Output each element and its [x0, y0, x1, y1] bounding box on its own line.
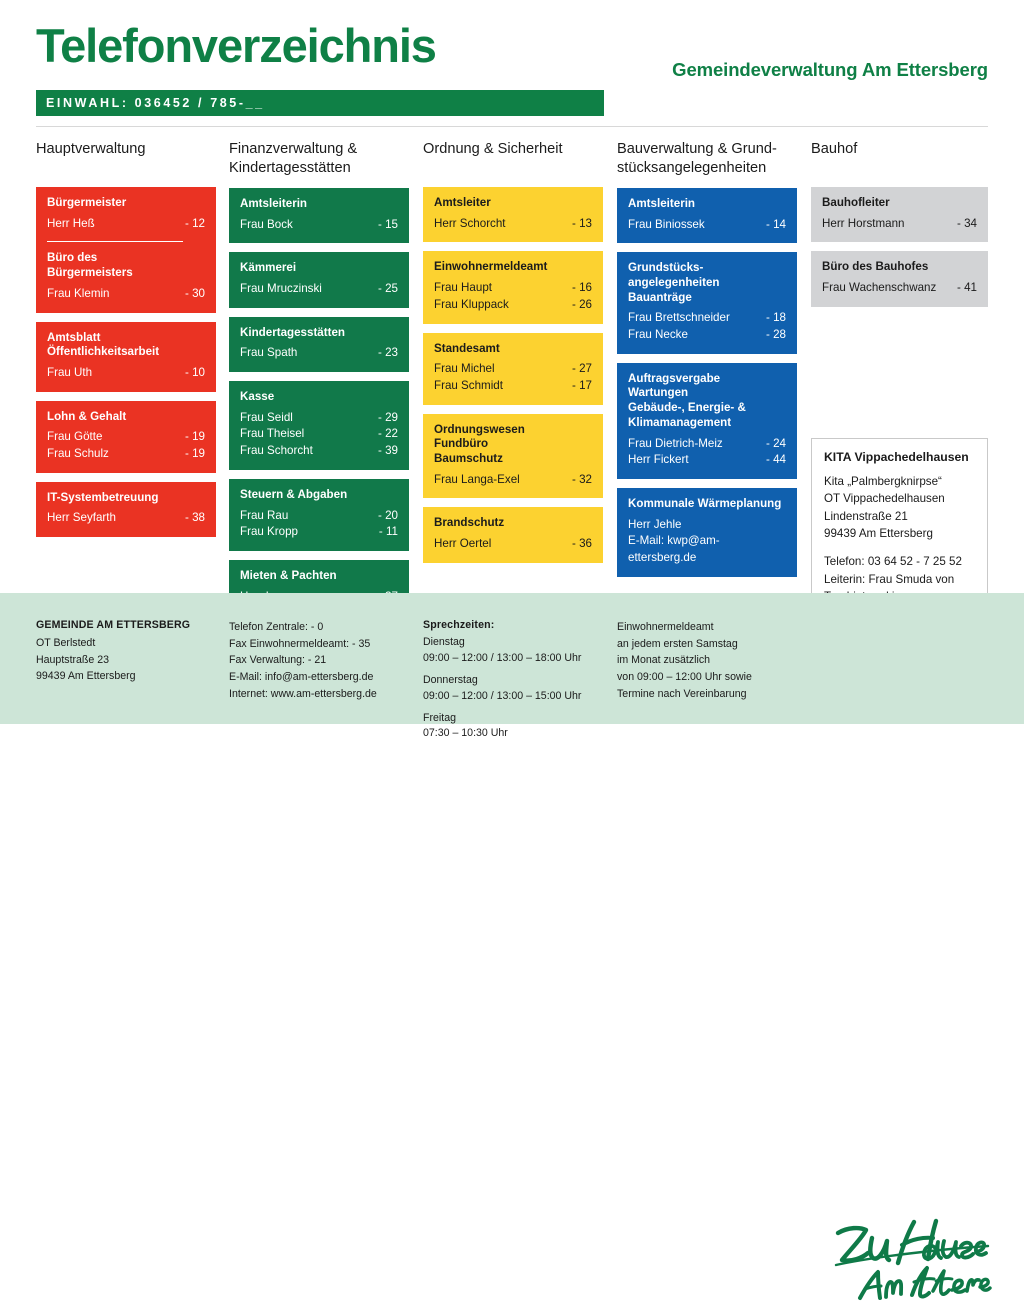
- contact-row: [434, 472, 592, 489]
- contact-name: Herr Horstmann: [822, 216, 905, 230]
- department-title: [240, 261, 398, 276]
- footer-address-line: 99439 Am Ettersberg: [36, 670, 136, 683]
- department-card[interactable]: [617, 363, 797, 479]
- contact-extension: - 30: [185, 286, 205, 300]
- contact-extension: - 16: [572, 281, 592, 295]
- contact-extension: - 23: [378, 346, 398, 360]
- department-title-line: Kasse: [240, 390, 275, 404]
- contact-extension: - 15: [378, 217, 398, 231]
- contact-row: [47, 446, 205, 463]
- column-heading: [811, 140, 988, 178]
- contact-row: [47, 510, 205, 527]
- contact-extension: - 25: [378, 281, 398, 295]
- department-title-line: Mieten & Pachten: [240, 568, 337, 582]
- card-divider: [47, 241, 183, 242]
- footer-note-line: an jedem ersten Samstag: [617, 637, 738, 650]
- contact-name: Frau Theisel: [240, 427, 305, 441]
- department-title-line: Wartungen: [628, 386, 689, 400]
- department-title: [628, 197, 786, 212]
- department-title: [240, 569, 398, 584]
- contact-name: Frau Mruczinski: [240, 281, 322, 295]
- footer-hours-day: Dienstag: [423, 636, 465, 648]
- department-card[interactable]: [229, 188, 409, 243]
- department-title: [434, 196, 592, 211]
- department-title-line: Kindertagesstätten: [240, 325, 346, 339]
- department-card[interactable]: [229, 252, 409, 307]
- footer-hours-entry: [423, 711, 618, 743]
- department-title: [47, 410, 205, 425]
- footer-contact-line: Telefon Zentrale: - 0: [229, 621, 324, 633]
- department-title-line: Baumschutz: [434, 452, 503, 466]
- contact-extension: - 44: [766, 453, 786, 467]
- page-header: [36, 19, 988, 118]
- department-title: [822, 260, 977, 275]
- contact-name: Frau Haupt: [434, 281, 492, 295]
- contact-name: Frau Brettschneider: [628, 311, 730, 325]
- department-card[interactable]: [423, 251, 603, 323]
- contact-row: [628, 217, 786, 234]
- contact-row: [240, 410, 398, 427]
- contact-extension: - 12: [185, 216, 205, 230]
- contact-row: [822, 280, 977, 297]
- contact-name: Frau Langa-Exel: [434, 472, 520, 486]
- department-title-line: Grundstücks-: [628, 261, 704, 275]
- contact-name: Frau Seidl: [240, 410, 293, 424]
- department-title-line: Amtsleiterin: [240, 196, 308, 210]
- department-title-line: Kommunale Wärmeplanung: [628, 497, 782, 510]
- footer-note-lines: [617, 619, 812, 703]
- department-info-line: Herr Jehle: [628, 517, 682, 531]
- contact-extension: - 27: [572, 362, 592, 376]
- column-heading-line: Ordnung & Sicherheit: [423, 141, 563, 157]
- column-heading: [36, 140, 216, 178]
- contact-extension: - 10: [185, 365, 205, 379]
- kita-contact-line: Telefon: 03 64 52 - 7 25 52: [824, 555, 962, 569]
- contact-name: Frau Kluppack: [434, 297, 509, 311]
- kita-address-line: Lindenstraße 21: [824, 509, 908, 523]
- contact-extension: - 13: [572, 216, 592, 230]
- department-title: [240, 326, 398, 341]
- footer-address-line: OT Berlstedt: [36, 637, 96, 649]
- footer-hours-title: Sprechzeiten:: [423, 619, 495, 631]
- department-title-line: Brandschutz: [434, 516, 505, 530]
- contact-extension: - 29: [378, 410, 398, 424]
- footer-note-line: Termine nach Vereinbarung: [617, 687, 747, 700]
- department-title-line: Klimamanagement: [628, 415, 732, 429]
- contact-row: [434, 361, 592, 378]
- contact-extension: - 18: [766, 311, 786, 325]
- kita-title: KITA Vippachedelhausen: [824, 449, 969, 464]
- department-title: [628, 261, 786, 305]
- contact-name: Frau Wachenschwanz: [822, 281, 937, 295]
- footer-note-line: im Monat zusätzlich: [617, 654, 711, 667]
- kita-spacer: [824, 542, 975, 553]
- contact-name: Frau Schulz: [47, 447, 109, 461]
- contact-row: [240, 217, 398, 234]
- contact-name: Frau Schmidt: [434, 378, 503, 392]
- column-heading-line: Bauverwaltung & Grund-: [617, 141, 777, 157]
- contact-extension: - 11: [378, 525, 398, 539]
- department-card[interactable]: [811, 187, 988, 242]
- department-title-line: Amtsblatt: [47, 330, 101, 344]
- contact-name: Frau Klemin: [47, 286, 110, 300]
- department-title-line: Auftragsvergabe: [628, 371, 721, 385]
- contact-extension: - 32: [572, 472, 592, 486]
- department-title: [628, 372, 786, 431]
- contact-row: [240, 426, 398, 443]
- contact-row: [628, 310, 786, 327]
- contact-extension: - 36: [572, 537, 592, 551]
- department-title-line: Bürgermeister: [47, 196, 127, 209]
- contact-row: [240, 524, 398, 541]
- contact-row: [47, 429, 205, 446]
- contact-extension: - 24: [766, 436, 786, 450]
- department-card[interactable]: [36, 322, 216, 392]
- department-title-line: Fundbüro: [434, 437, 489, 451]
- contact-extension: - 20: [378, 508, 398, 522]
- department-title-line: Einwohnermeldeamt: [434, 260, 548, 274]
- department-title: [434, 342, 592, 357]
- directory-column-4: [811, 140, 988, 620]
- contact-row: [240, 345, 398, 362]
- kita-address-line: 99439 Am Ettersberg: [824, 526, 933, 540]
- contact-row: [434, 536, 592, 553]
- department-title: [434, 423, 592, 467]
- footer-address-lines: [36, 635, 226, 685]
- department-title-line: Amtsleiterin: [628, 196, 696, 210]
- column-heading-line: stücksangelegenheiten: [617, 160, 767, 177]
- footer-contact-line: E-Mail: info@am-ettersberg.de: [229, 671, 374, 684]
- directory-column-0: [36, 140, 216, 546]
- department-title-line: angelegenheiten: [628, 275, 720, 289]
- page-subtitle: Gemeindeverwaltung Am Ettersberg: [672, 59, 988, 80]
- footer-hours-day: Freitag: [423, 711, 456, 724]
- department-title: [47, 491, 205, 506]
- contact-row: [240, 443, 398, 460]
- column-heading: [423, 140, 603, 178]
- department-title-line: Ordnungswesen: [434, 422, 525, 436]
- department-card[interactable]: [423, 187, 603, 242]
- footer-municipality-name: GEMEINDE AM ETTERSBERG: [36, 619, 191, 631]
- department-title-line: Kämmerei: [240, 261, 297, 275]
- department-title-line: Standesamt: [434, 341, 500, 355]
- contact-name: Herr Seyfarth: [47, 511, 116, 525]
- department-title: [240, 488, 398, 503]
- department-card[interactable]: [36, 187, 216, 313]
- contact-extension: - 39: [378, 444, 398, 458]
- column-heading-line: Bauhof: [811, 141, 858, 157]
- footer-address-line: Hauptstraße 23: [36, 653, 110, 666]
- department-card[interactable]: [423, 333, 603, 405]
- footer-hours-entry: [423, 673, 618, 705]
- contact-extension: - 34: [957, 216, 977, 230]
- department-card[interactable]: [617, 488, 797, 577]
- department-title-line: Büro des Bauhofes: [822, 260, 929, 274]
- footer-hours-day: Donnerstag: [423, 673, 478, 686]
- contact-name: Frau Biniossek: [628, 217, 705, 231]
- contact-extension: - 19: [185, 447, 205, 461]
- contact-extension: - 22: [378, 427, 398, 441]
- contact-name: Frau Götte: [47, 430, 103, 444]
- contact-name: Frau Dietrich-Meiz: [628, 436, 723, 450]
- column-heading-line: Hauptverwaltung: [36, 141, 146, 157]
- footer-hours-time: 09:00 – 12:00 / 13:00 – 15:00 Uhr: [423, 689, 582, 702]
- contact-name: Frau Rau: [240, 508, 289, 522]
- department-title: [47, 196, 205, 211]
- footer-contact-line: Fax Einwohnermeldeamt: - 35: [229, 637, 371, 650]
- directory-column-1: [229, 140, 409, 624]
- contact-row: [628, 327, 786, 344]
- contact-row: [822, 216, 977, 233]
- contact-name: Herr Oertel: [434, 537, 492, 551]
- department-title-line: Bauhofleiter: [822, 196, 890, 209]
- dial-in-bar: [36, 90, 604, 116]
- dial-in-label: EINWAHL: 036452 / 785-__: [46, 96, 265, 110]
- contact-extension: - 28: [766, 328, 786, 342]
- department-title-line: Amtsleiter: [434, 196, 491, 209]
- department-card[interactable]: [423, 414, 603, 499]
- department-card[interactable]: [423, 507, 603, 562]
- contact-row: [47, 365, 205, 382]
- department-title-line: Steuern & Abgaben: [240, 487, 348, 501]
- contact-name: Frau Necke: [628, 328, 688, 342]
- directory-column-2: [423, 140, 603, 572]
- department-title: [240, 390, 398, 405]
- column-heading: [229, 140, 409, 179]
- contact-extension: - 41: [957, 281, 977, 295]
- kita-address-line: Kita „Palmbergknirpse“: [824, 474, 942, 488]
- department-card[interactable]: [36, 401, 216, 473]
- footer-contact-line: Fax Verwaltung: - 21: [229, 654, 327, 667]
- footer-contact-block: [229, 619, 419, 703]
- footer-hours-days: [423, 635, 618, 742]
- department-title-line: Lohn & Gehalt: [47, 409, 127, 423]
- department-card[interactable]: [229, 479, 409, 551]
- zu-hause-am-ettersberg-logo: [832, 1205, 992, 1305]
- footer-contact-line: Internet: www.am-ettersberg.de: [229, 687, 377, 700]
- column-heading: [617, 140, 797, 179]
- page-title: Telefonverzeichnis: [36, 19, 436, 72]
- contact-name: Frau Bock: [240, 217, 293, 231]
- contact-extension: - 17: [572, 378, 592, 392]
- department-title-line: Gebäude-, Energie- &: [628, 401, 746, 415]
- contact-name: Frau Michel: [434, 362, 495, 376]
- department-card[interactable]: [36, 482, 216, 537]
- kita-contact-line: Leiterin: Frau Smuda von: [824, 572, 955, 586]
- contact-row: [628, 436, 786, 453]
- contact-row: [240, 281, 398, 298]
- department-title: [628, 497, 786, 512]
- header-divider: [36, 126, 988, 127]
- department-title-line: Bürgermeisters: [47, 266, 133, 280]
- department-info-line: E-Mail: kwp@am-ettersberg.de: [628, 534, 720, 565]
- contact-name: Frau Uth: [47, 365, 93, 379]
- contact-name: Herr Fickert: [628, 453, 689, 467]
- department-title: [434, 516, 592, 531]
- department-title-line: IT-Systembetreuung: [47, 490, 159, 504]
- kita-address-line: OT Vippachedelhausen: [824, 492, 945, 506]
- department-title-line: Öffentlichkeitsarbeit: [47, 345, 160, 359]
- department-card[interactable]: [617, 252, 797, 354]
- department-title-line: Büro des: [47, 251, 98, 265]
- contact-row: [434, 378, 592, 395]
- contact-name: Frau Spath: [240, 346, 298, 360]
- contact-name: Herr Schorcht: [434, 216, 506, 230]
- contact-row: [434, 216, 592, 233]
- contact-name: Frau Schorcht: [240, 444, 313, 458]
- column-heading-line: Finanzverwaltung &: [229, 141, 358, 157]
- department-title: [822, 196, 977, 211]
- department-card[interactable]: [811, 251, 988, 306]
- page-footer: [0, 593, 1024, 740]
- contact-extension: - 14: [766, 217, 786, 231]
- department-title-line: Bauanträge: [628, 290, 692, 304]
- footer-contact-lines: [229, 619, 419, 703]
- footer-hours-entry: [423, 635, 618, 667]
- column-heading-line: Kindertagesstätten: [229, 160, 351, 177]
- footer-hours-time: 07:30 – 10:30 Uhr: [423, 727, 508, 740]
- footer-address-block: [36, 619, 226, 685]
- contact-extension: - 38: [185, 511, 205, 525]
- contact-row: [434, 280, 592, 297]
- department-card[interactable]: [617, 188, 797, 243]
- department-card[interactable]: [229, 317, 409, 372]
- contact-extension: - 19: [185, 430, 205, 444]
- contact-name: Herr Heß: [47, 216, 95, 230]
- footer-note-block: [617, 619, 812, 703]
- footer-note-line: Einwohnermeldeamt: [617, 621, 714, 633]
- contact-row: [240, 508, 398, 525]
- department-title: [47, 331, 205, 360]
- department-title: [47, 251, 205, 280]
- contact-row: [628, 452, 786, 469]
- directory-column-3: [617, 140, 797, 586]
- department-title: [434, 260, 592, 275]
- footer-hours-time: 09:00 – 12:00 / 13:00 – 18:00 Uhr: [423, 651, 582, 664]
- footer-note-line: von 09:00 – 12:00 Uhr sowie: [617, 671, 752, 684]
- department-card[interactable]: [229, 381, 409, 470]
- department-title: [240, 197, 398, 212]
- contact-row: [434, 297, 592, 314]
- contact-name: Frau Kropp: [240, 525, 298, 539]
- contact-row: [47, 216, 205, 233]
- contact-row: [47, 286, 205, 303]
- contact-extension: - 26: [572, 297, 592, 311]
